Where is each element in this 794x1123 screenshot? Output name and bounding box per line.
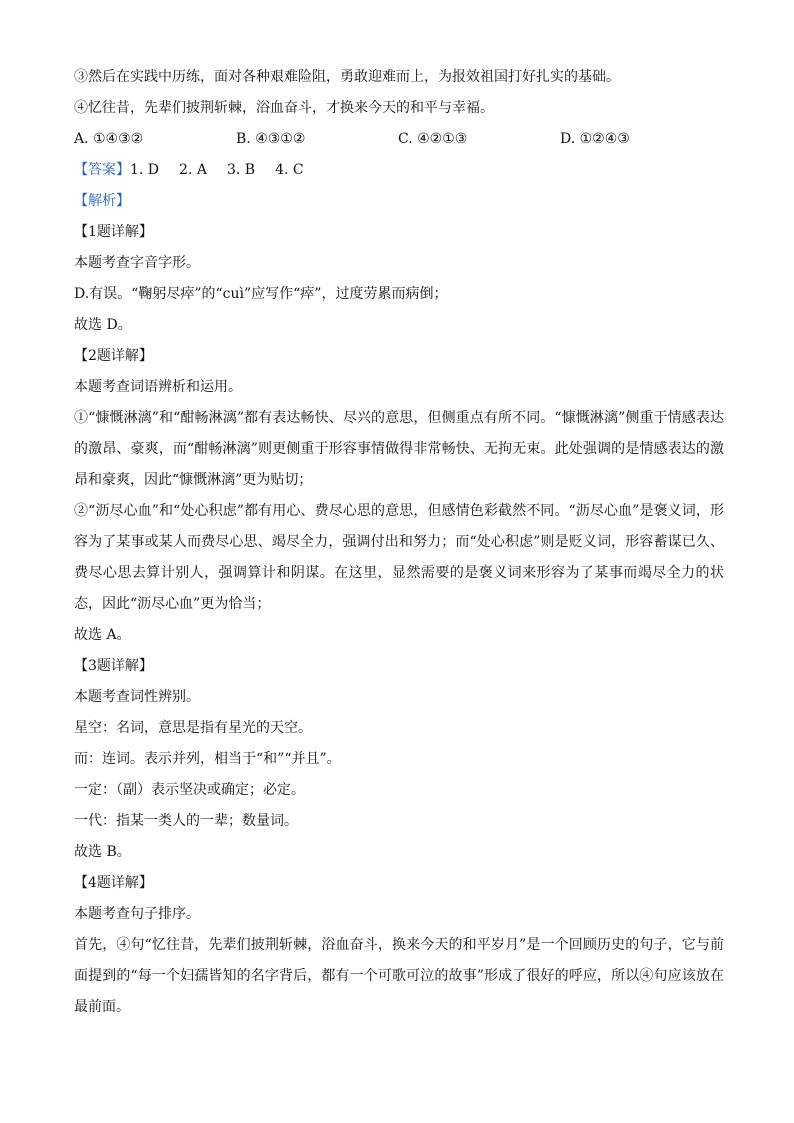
answer-item-2: 2. A: [179, 162, 207, 178]
question-sentence-4: ④忆往昔，先辈们披荆斩棘，浴血奋斗，才换来今天的和平与幸福。: [74, 100, 494, 116]
answer-item-1: 1. D: [130, 162, 160, 178]
q1-line-3: 故选 D。: [74, 317, 132, 333]
q3-line-5: 一代：指某一类人的一辈；数量词。: [74, 813, 298, 829]
q2-conclusion: 故选 A。: [74, 627, 131, 643]
option-d: D. ①②④③: [560, 131, 630, 147]
analysis-tag: 【解析】: [74, 193, 130, 209]
answer-options: [74, 124, 724, 155]
q3-line-6: 故选 B。: [74, 844, 131, 860]
q3-header: 【3题详解】: [74, 658, 153, 674]
q2-intro: 本题考查词语辨析和运用。: [74, 379, 242, 395]
option-a: A. ①④③②: [74, 131, 144, 147]
q3-line-4: 一定：（副）表示坚决或确定；必定。: [74, 782, 305, 798]
q2-paragraph-2: ②“沥尽心血”和“处心积虑”都有用心、费尽心思的意思，但感情色彩截然不同。“沥尽心血”是褒义词，形容为了某事或某人而费尽心思、竭尽全力，强调付出和努力；而“处心积虑”则是贬义词，形容蓄谋已久、费尽心思去算计别人，强调算计和阴谋。在这里，显然需要的是褒义词来形容为了某事而竭尽全力的状态，因此“沥尽心血”更为恰当；: [74, 503, 724, 612]
answer-tag: 【答案】: [74, 162, 130, 178]
answer-item-3: 3. B: [226, 162, 256, 178]
q1-line-1: 本题考查字音字形。: [74, 255, 200, 271]
q4-intro: 本题考查句子排序。: [74, 906, 200, 922]
q3-line-2: 星空：名词，意思是指有星光的天空。: [74, 720, 312, 736]
answer-row: [74, 155, 724, 186]
q4-paragraph-1: 首先，④句“忆往昔，先辈们披荆斩棘，浴血奋斗，换来今天的和平岁月”是一个回顾历史的句子，它与前面提到的“每一个妇孺皆知的名字背后，都有一个可歌可泣的故事”形成了很好的呼应，所以④句应该放在最前面。: [74, 937, 724, 1015]
q3-line-1: 本题考查词性辨别。: [74, 689, 200, 705]
q2-paragraph-1: ①“慷慨淋漓”和“酣畅淋漓”都有表达畅快、尽兴的意思，但侧重点有所不同。“慷慨淋漓”侧重于情感表达的激昂、豪爽，而“酣畅淋漓”则更侧重于形容事情做得非常畅快、无拘无束。此处强调的是情感表达的激昂和豪爽，因此“慷慨淋漓”更为贴切；: [74, 410, 724, 488]
answer-item-4: 4. C: [275, 162, 304, 178]
q1-line-2: D.有误。“鞠躬尽瘁”的“cuì”应写作“瘁”，过度劳累而病倒；: [74, 286, 448, 302]
q3-line-3: 而：连词。表示并列，相当于“和”“并且”。: [74, 751, 341, 767]
option-b: B. ④③①②: [236, 131, 306, 147]
q2-header: 【2题详解】: [74, 348, 153, 364]
option-c: C. ④②①③: [398, 131, 468, 147]
q1-header: 【1题详解】: [74, 224, 153, 240]
question-sentence-3: ③然后在实践中历练，面对各种艰难险阻，勇敢迎难而上，为报效祖国打好扎实的基础。: [74, 69, 620, 85]
document-content: [74, 62, 724, 1023]
q4-header: 【4题详解】: [74, 875, 153, 891]
